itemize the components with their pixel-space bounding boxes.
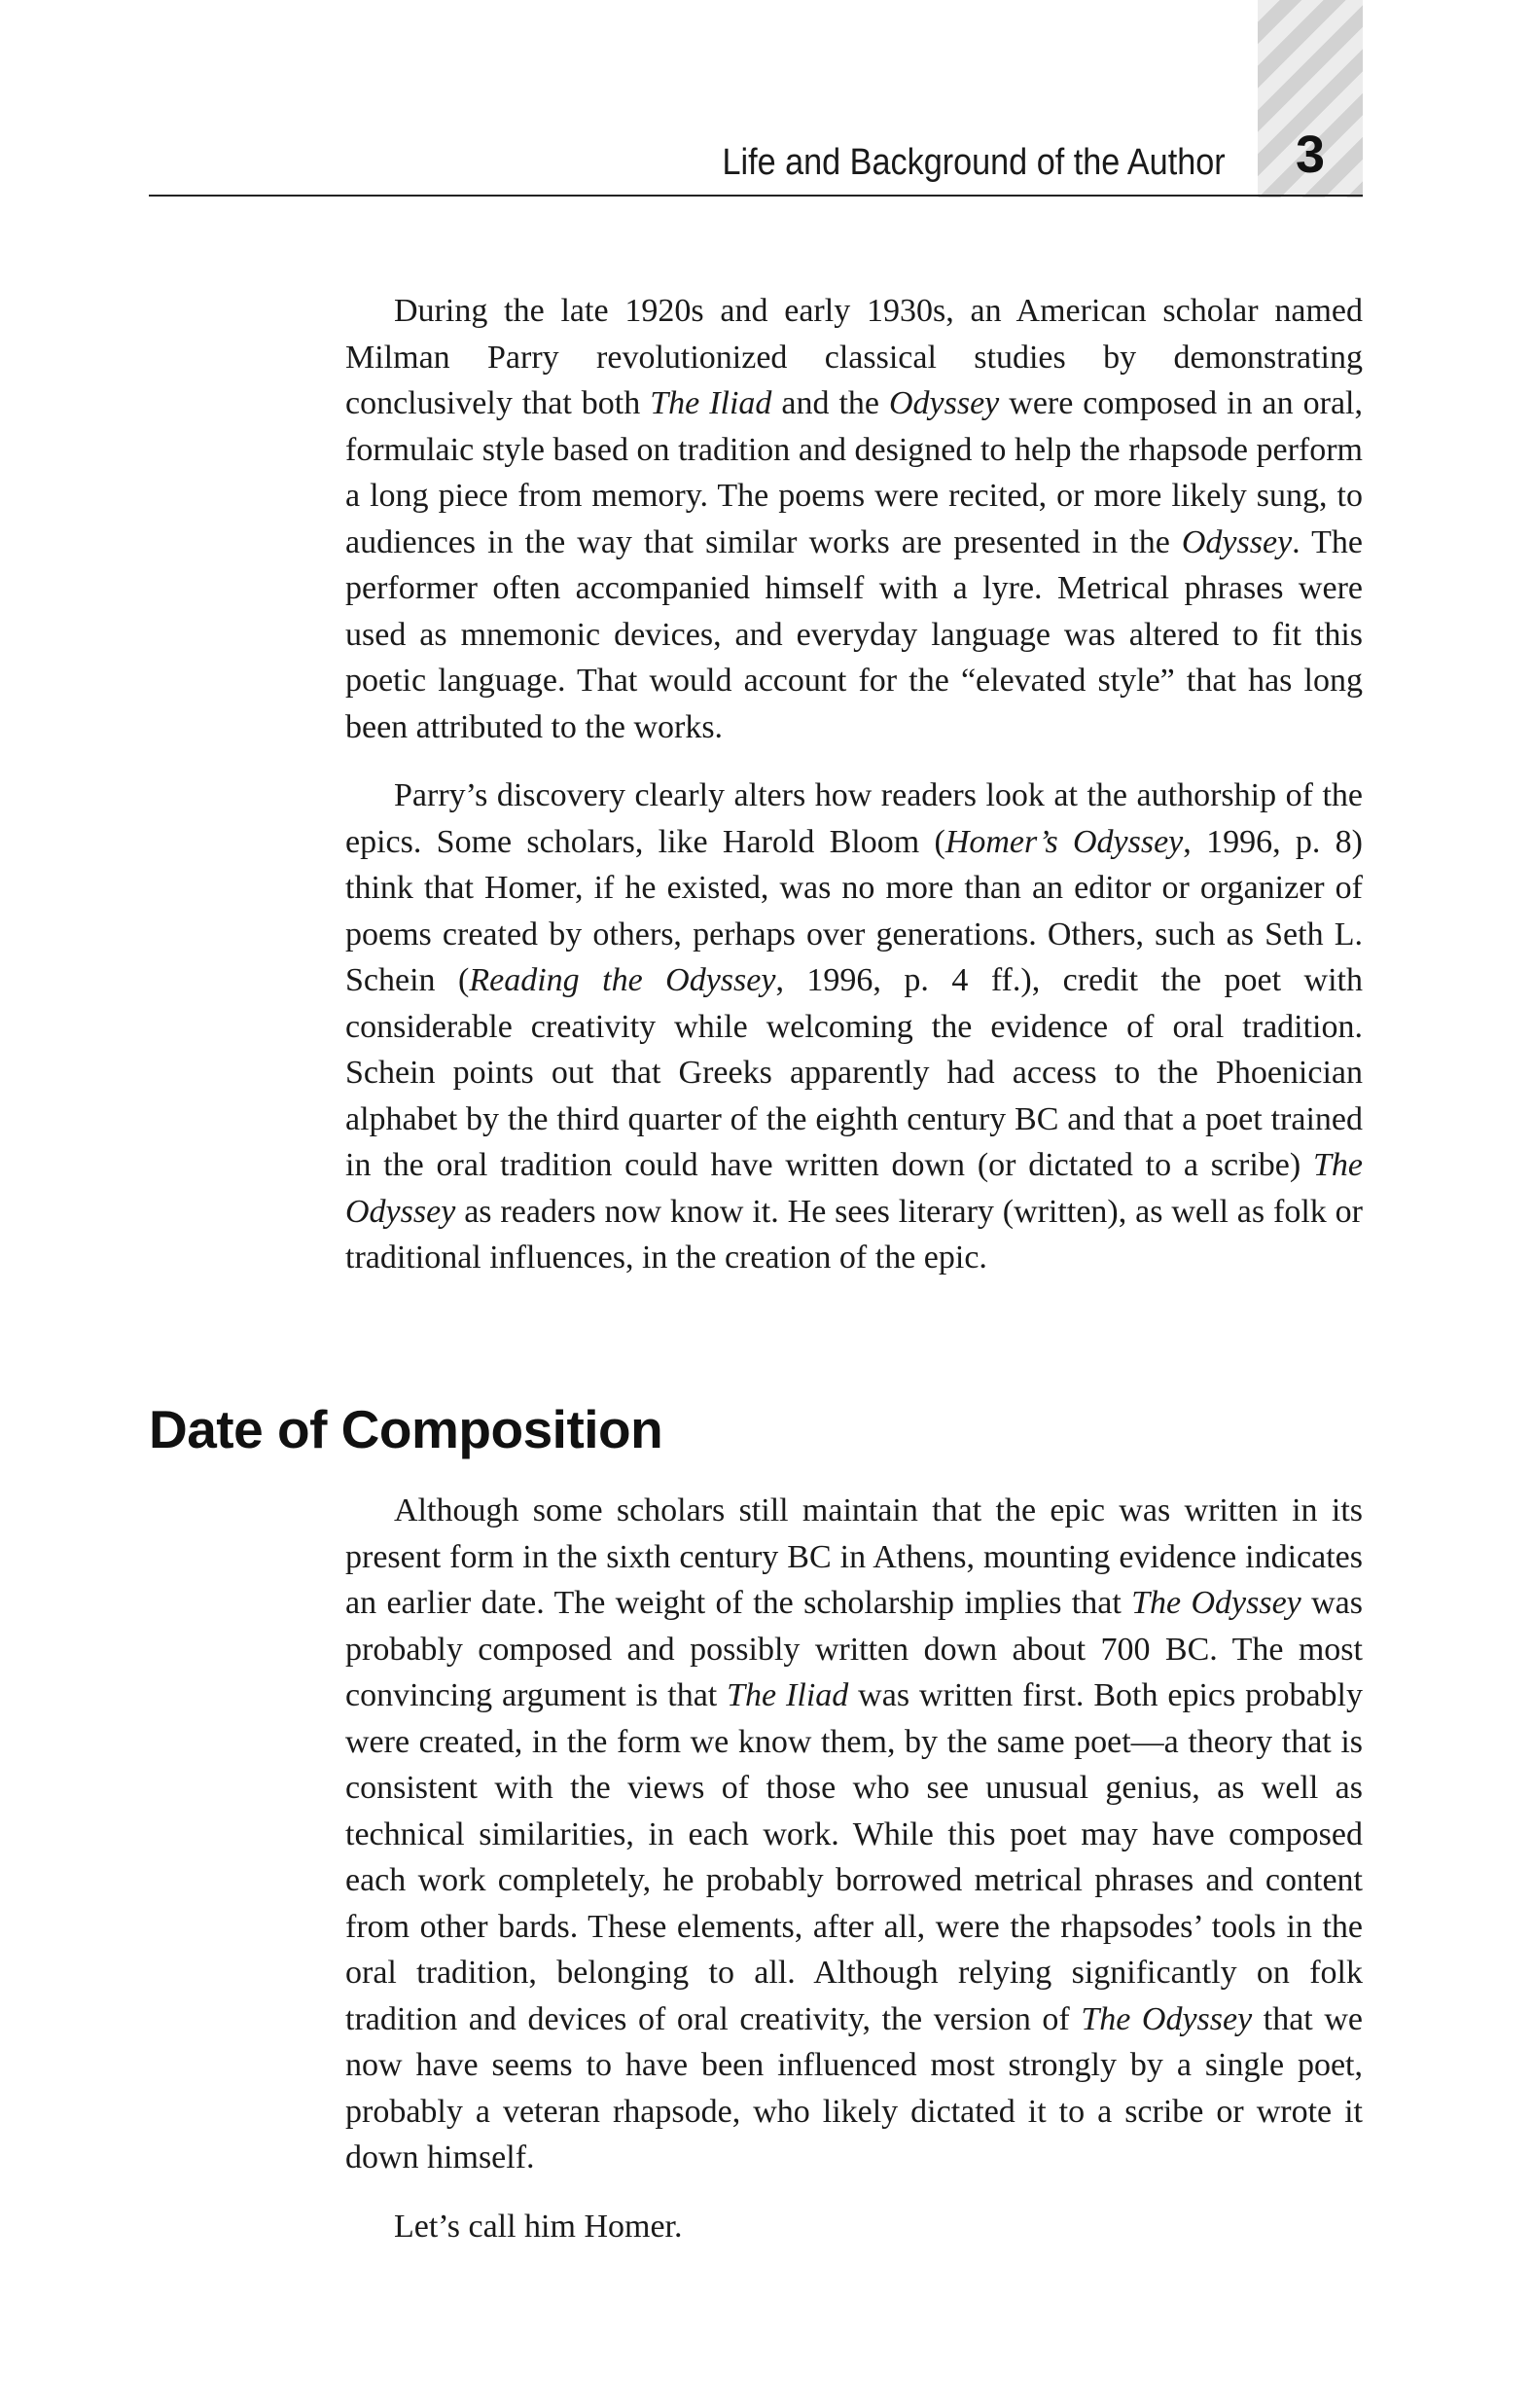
- paragraph-parry: During the late 1920s and early 1930s, an American scholar named Milman Parry revolutionized classical studies by demonstrating conclusively that both The Iliad and the Odyssey were composed in an oral, formulaic style based on tradition and designed to help the rhapsode perform a long piece from memory. The poems were recited, or more likely sung, to audiences in the way that similar works are presented in the Odyssey. The performer often accompanied himself with a lyre. Metrical phrases were used as mnemonic devices, and everyday language was altered to fit this poetic language. That would account for the “elevated style” that has long been attributed to the works.: [345, 293, 1364, 745]
- section-date-of-composition: [345, 1488, 1363, 2249]
- running-header-title: Life and Background of the Author: [722, 142, 1226, 183]
- paragraph-date: Although some scholars still maintain that the epic was written in its present form in the sixth century BC in Athens, mounting evidence indicates an earlier date. The weight of the scholarship implies that The Odyssey was probably composed and possibly written down about 700 BC. The most convincing argument is that The Iliad was written first. Both epics probably were created, in the form we know them, by the same poet—a theory that is consistent with the views of those who see unusual genius, as well as technical similarities, in each work. While this poet may have composed each work completely, he probably borrowed metrical phrases and content from other bards. These elements, after all, were the rhapsodes’ tools in the oral tradition, belonging to all. Although relying significantly on folk tradition and devices of oral creativity, the version of The Odyssey that we now have seems to have been influenced most strongly by a single poet, probably a veteran rhapsode, who likely dictated it to a scribe or wrote it down himself.: [345, 1492, 1363, 2175]
- section-heading: Date of Composition: [149, 1399, 663, 1459]
- page-number: 3: [1295, 126, 1326, 184]
- section-authorship: [345, 288, 1363, 1281]
- paragraph-authorship: Parry’s discovery clearly alters how readers look at the authorship of the epics. Some scholars, like Harold Bloom (Homer’s Odyssey, 1996, p. 8) think that Homer, if he existed, was no more than an editor or organizer of poems created by others, perhaps over generations. Others, such as Seth L. Schein (Reading the Odyssey, 1996, p. 4 ff.), credit the poet with considerable creativity while welcoming the evidence of oral tradition. Schein points out that Greeks apparently had access to the Phoenician alphabet by the third quarter of the eighth century BC and that a poet trained in the oral tradition could have written down (or dictated to a scribe) The Odyssey as readers now know it. He sees literary (written), as well as folk or traditional influences, in the creation of the epic.: [345, 777, 1364, 1276]
- paragraph-closing: Let’s call him Homer.: [394, 2208, 683, 2245]
- header-rule: [149, 195, 1363, 197]
